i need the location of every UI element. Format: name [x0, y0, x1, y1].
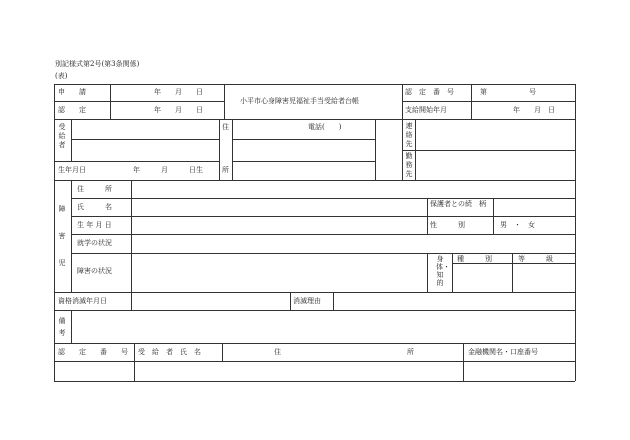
lost-reason-label: 消滅理由: [293, 297, 321, 305]
contact-label: 連絡先: [405, 122, 413, 148]
apply-date: 年 月 日: [154, 88, 203, 96]
grade-level-label: 等 級: [518, 255, 553, 263]
guardian-relation-label: 保護者との続 柄: [430, 200, 486, 208]
side-label: (表): [55, 72, 68, 80]
cert-no-label: 認 定 番 号: [405, 88, 454, 96]
body-intel-label: 身体・知的: [436, 255, 450, 287]
child-name-label: 氏 名: [77, 203, 112, 211]
form-id: 別記様式第2号(第3条関係): [55, 60, 140, 68]
recipient-birth-label: 生年月日: [58, 166, 86, 174]
gender-value: 男 ・ 女: [500, 221, 535, 229]
bottom-recipient-name-label: 受 給 者 氏 名: [138, 348, 201, 356]
cert-no-value: 第 号: [480, 88, 536, 96]
recipient-birth-value: 年 月 日生: [133, 166, 203, 174]
approve-label: 認 定: [58, 106, 86, 114]
child-birth-label: 生 年 月 日: [77, 221, 112, 229]
child-section-label: 障害児: [58, 205, 66, 267]
bank-label: 金融機関名・口座番号: [468, 348, 538, 356]
recipient-address-label: 住: [222, 123, 229, 131]
recipient-address-label-2: 所: [222, 166, 229, 174]
recipient-label: 受給者: [58, 123, 66, 149]
remarks-label: 備考: [58, 317, 66, 337]
lost-date-label: 資格消滅年月日: [58, 297, 107, 305]
approve-date: 年 月 日: [154, 106, 203, 114]
phone-label: 電話( ): [308, 123, 342, 131]
disability-label: 障害の状況: [77, 267, 112, 275]
work-label: 勤務先: [405, 152, 413, 178]
child-address-label: 住 所: [77, 185, 112, 193]
pay-start-label: 支給開始年月: [405, 106, 447, 114]
apply-label: 申 請: [58, 88, 86, 96]
gender-label: 性 別: [430, 221, 465, 229]
school-label: 就学の状況: [77, 239, 112, 247]
bottom-address-label-a: 住: [274, 348, 281, 356]
pay-start-value: 年 月 日: [513, 106, 555, 114]
bottom-address-label-b: 所: [407, 348, 414, 356]
grade-type-label: 種 別: [457, 255, 492, 263]
bottom-cert-no-label: 認 定 番 号: [58, 348, 128, 356]
register-title: 小平市心身障害児福祉手当受給者台帳: [240, 97, 359, 105]
